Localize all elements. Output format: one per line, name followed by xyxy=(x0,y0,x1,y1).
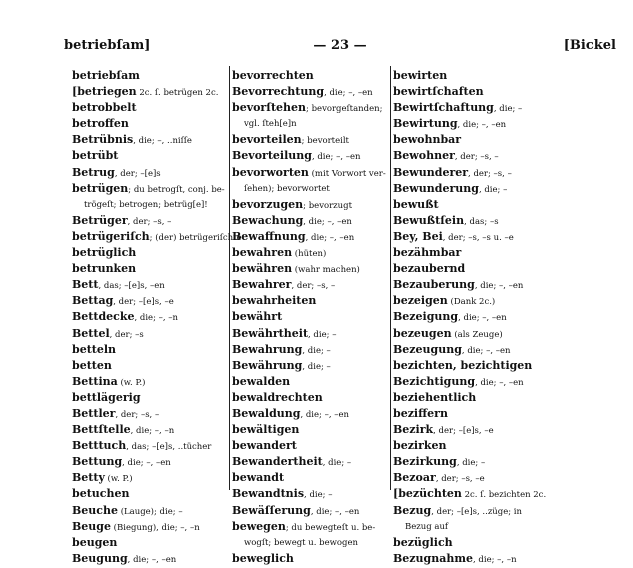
dictionary-entry xyxy=(393,100,563,116)
entry-headword: Bewohner xyxy=(393,149,455,163)
entry-continuation: Bezug auf xyxy=(405,521,449,532)
dictionary-entry xyxy=(232,519,390,535)
dictionary-entry xyxy=(72,116,230,132)
dictionary-entry xyxy=(393,116,563,132)
entry-grammar: , der; –[e]s xyxy=(114,168,161,179)
entry-headword: Bezugnahme xyxy=(393,551,473,565)
entry-headword: beziehentlich xyxy=(393,390,477,404)
dictionary-entry xyxy=(393,438,563,454)
dictionary-entry xyxy=(393,197,563,213)
entry-headword: bezüglich xyxy=(393,535,453,549)
entry-headword: Bewachung xyxy=(232,213,304,227)
entry-headword: Betrüger xyxy=(72,213,128,227)
dictionary-column-3 xyxy=(393,68,563,567)
dictionary-entry xyxy=(232,486,390,502)
entry-headword: bezeigen xyxy=(393,294,448,308)
entry-headword: betteln xyxy=(72,342,117,356)
dictionary-entry xyxy=(232,422,390,438)
dictionary-entry xyxy=(232,229,390,245)
entry-headword: bewirtſchaften xyxy=(393,85,484,99)
entry-grammar: , die; –, –n xyxy=(473,554,517,565)
entry-grammar: , die; – xyxy=(456,458,486,469)
entry-headword: Bewahrung xyxy=(232,342,303,356)
entry-headword: Bewährung xyxy=(232,358,303,372)
dictionary-entry xyxy=(72,503,230,519)
entry-headword: beziffern xyxy=(393,406,448,420)
dictionary-entry xyxy=(393,213,563,229)
entry-headword: bezaubernd xyxy=(393,262,466,276)
entry-grammar: , die; –, –en xyxy=(474,281,524,292)
entry-headword: Bezoar xyxy=(393,471,436,485)
entry-headword: Beugung xyxy=(72,551,128,565)
entry-headword: Bett xyxy=(72,278,99,292)
entry-headword: bevorteilen xyxy=(232,133,302,147)
dictionary-entry xyxy=(232,390,390,406)
entry-grammar: (w. P.) xyxy=(117,377,146,388)
dictionary-entry xyxy=(72,245,230,261)
entry-headword: Bettler xyxy=(72,406,116,420)
dictionary-entry xyxy=(72,213,230,229)
entry-headword: bewalden xyxy=(232,374,291,388)
entry-grammar: , der; –s, –s u. –e xyxy=(442,232,514,243)
entry-headword: bewandert xyxy=(232,439,297,453)
entry-headword: bewegen xyxy=(232,519,286,533)
entry-headword: bewältigen xyxy=(232,423,300,437)
entry-headword: Bewunderung xyxy=(393,181,479,195)
dictionary-entry xyxy=(232,374,390,390)
dictionary-entry xyxy=(393,84,563,100)
page-header xyxy=(64,38,616,56)
entry-grammar: ; bevorzugt xyxy=(303,200,352,211)
entry-headword: Bewunderer xyxy=(393,165,469,179)
dictionary-entry xyxy=(72,406,230,422)
entry-headword: betrüglich xyxy=(72,246,137,260)
dictionary-entry xyxy=(72,293,230,309)
dictionary-entry xyxy=(232,148,390,164)
entry-headword: bettlägerig xyxy=(72,390,141,404)
dictionary-entry xyxy=(72,374,230,390)
entry-grammar: ; du betrogſt, conj. be- xyxy=(128,184,225,195)
entry-grammar: , die; –, –en xyxy=(300,409,350,420)
dictionary-entry xyxy=(232,503,390,519)
dictionary-entry xyxy=(72,229,242,245)
entry-grammar: , die; –, –en xyxy=(305,232,355,243)
entry-headword: bewirten xyxy=(393,69,448,82)
entry-grammar: , der; –s, – xyxy=(454,152,499,163)
dictionary-entry xyxy=(393,245,563,261)
dictionary-entry xyxy=(72,358,230,374)
dictionary-entry xyxy=(232,454,390,470)
entry-headword: Bezeigung xyxy=(393,310,459,324)
entry-headword: Bewährtheit xyxy=(232,326,309,340)
entry-headword: Bey, Bei xyxy=(393,229,443,243)
entry-headword: Betrug xyxy=(72,165,115,179)
entry-grammar: , der; –s, – xyxy=(127,216,172,227)
dictionary-entry xyxy=(72,519,230,535)
dictionary-entry xyxy=(232,261,390,277)
entry-grammar: , die; –, –en xyxy=(310,506,360,517)
dictionary-entry xyxy=(72,326,230,342)
dictionary-entry xyxy=(393,309,563,325)
entry-headword: [betriegen xyxy=(72,85,137,99)
entry-headword: [bezüchten xyxy=(393,487,462,501)
entry-grammar: , die; –, ..niſſe xyxy=(133,136,192,147)
dictionary-entry xyxy=(232,438,390,454)
page-number: — 23 — xyxy=(313,38,367,53)
entry-headword: bevorworten xyxy=(232,165,309,179)
dictionary-entry xyxy=(72,422,230,438)
entry-grammar: ; du bewegteſt u. be- xyxy=(285,522,376,533)
entry-headword: bevorrechten xyxy=(232,69,314,82)
entry-grammar: , die; – xyxy=(308,329,337,340)
dictionary-entry xyxy=(72,132,230,148)
dictionary-entry xyxy=(232,326,390,342)
entry-grammar: , die; –, –en xyxy=(458,313,507,324)
entry-grammar: , die; – xyxy=(493,104,523,115)
dictionary-entry xyxy=(72,261,230,277)
dictionary-entry xyxy=(393,293,563,309)
entry-headword: Bewandtnis xyxy=(232,487,305,501)
entry-continuation: trögeſt; betrogen; betrüg[e]! xyxy=(84,199,208,210)
entry-headword: Bettung xyxy=(72,455,123,469)
entry-headword: bewährt xyxy=(232,310,283,324)
entry-grammar: ; bevorteilt xyxy=(301,136,349,147)
header-next-word: [Bickel xyxy=(563,38,616,53)
dictionary-entry xyxy=(72,486,230,502)
dictionary-entry xyxy=(393,181,563,197)
dictionary-entry xyxy=(72,535,230,551)
entry-grammar: , die; – xyxy=(304,490,333,501)
header-first-word: betriebſam] xyxy=(64,38,151,53)
entry-grammar: 2c. ſ. bezichten 2c. xyxy=(461,490,547,501)
entry-headword: Betrübnis xyxy=(72,133,134,147)
dictionary-entry xyxy=(393,68,563,84)
entry-grammar: , die; –, –en xyxy=(122,458,171,469)
dictionary-entry xyxy=(393,342,563,358)
entry-grammar: , der; –[e]s, ..züge; in xyxy=(431,506,523,517)
entry-grammar: , der; –s, –e xyxy=(435,474,485,485)
dictionary-entry xyxy=(232,132,390,148)
entry-grammar: , die; – xyxy=(478,184,508,195)
dictionary-entry xyxy=(72,148,230,164)
entry-headword: Bewirtſchaftung xyxy=(393,101,494,115)
dictionary-entry xyxy=(393,132,563,148)
dictionary-entry xyxy=(393,326,563,342)
entry-headword: bezähmbar xyxy=(393,246,462,260)
entry-continuation: vgl. ſteh[e]n xyxy=(244,119,297,130)
entry-headword: Bezauberung xyxy=(393,278,475,292)
dictionary-entry xyxy=(232,551,390,567)
entry-headword: Bettag xyxy=(72,294,114,308)
entry-grammar: , das; –[e]s, –en xyxy=(98,281,165,292)
entry-headword: bezichten, bezichtigen xyxy=(393,358,533,372)
entry-grammar: , die; –, –n xyxy=(134,313,179,324)
entry-headword: bewaldrechten xyxy=(232,390,323,404)
dictionary-entry xyxy=(393,148,563,164)
dictionary-entry xyxy=(232,342,390,358)
entry-grammar: ; (der) betrügeriſchte xyxy=(149,232,242,243)
entry-grammar: , die; – xyxy=(302,345,331,356)
entry-headword: Bettſtelle xyxy=(72,423,131,437)
dictionary-entry xyxy=(72,438,230,454)
entry-grammar: , die; – xyxy=(302,361,331,372)
dictionary-entry xyxy=(232,68,390,84)
dictionary-entry xyxy=(72,84,230,100)
dictionary-entry xyxy=(393,454,563,470)
entry-grammar: ; bevorgeſtanden; xyxy=(306,104,383,115)
column-divider xyxy=(390,66,391,490)
dictionary-entry xyxy=(393,390,563,406)
dictionary-entry xyxy=(72,342,230,358)
entry-headword: bezirken xyxy=(393,439,447,453)
dictionary-entry xyxy=(393,165,563,181)
entry-grammar: , der; –s, – xyxy=(468,168,512,179)
dictionary-entry xyxy=(232,358,390,374)
dictionary-entry xyxy=(232,165,390,181)
entry-headword: Beuge xyxy=(72,519,111,533)
entry-grammar: 2c. ſ. betrügen 2c. xyxy=(136,88,219,99)
entry-grammar: (hüten) xyxy=(292,249,327,260)
entry-headword: Bezichtigung xyxy=(393,374,476,388)
dictionary-entry xyxy=(393,229,563,245)
entry-headword: bewahrheiten xyxy=(232,294,317,308)
entry-headword: betrobbelt xyxy=(72,101,137,115)
entry-headword: Bettel xyxy=(72,326,110,340)
entry-headword: betrügeriſch xyxy=(72,229,150,243)
dictionary-entry xyxy=(393,277,563,293)
entry-headword: betten xyxy=(72,358,112,372)
entry-grammar: , der; –s, – xyxy=(291,281,336,292)
entry-headword: Bewirtung xyxy=(393,117,458,131)
entry-headword: bevorſtehen xyxy=(232,101,307,115)
entry-grammar: , die; –, –en xyxy=(303,216,352,227)
entry-grammar: , die; –, –en xyxy=(127,554,177,565)
dictionary-entry xyxy=(72,551,230,567)
entry-headword: betroffen xyxy=(72,117,129,131)
entry-grammar: (mit Vorwort ver- xyxy=(308,168,386,179)
entry-headword: bewußt xyxy=(393,197,439,211)
entry-grammar: (wahr machen) xyxy=(292,265,360,276)
dictionary-entry xyxy=(72,181,230,197)
entry-headword: Bewäſſerung xyxy=(232,503,311,517)
entry-grammar: , die; – xyxy=(322,458,352,469)
entry-headword: Bezirk xyxy=(393,423,434,437)
entry-headword: Betttuch xyxy=(72,439,127,453)
entry-headword: Bewandertheit xyxy=(232,455,323,469)
dictionary-entry xyxy=(393,551,563,567)
entry-headword: betuchen xyxy=(72,487,130,501)
dictionary-entry xyxy=(232,100,390,116)
dictionary-entry xyxy=(232,84,390,100)
entry-headword: bewahren xyxy=(232,246,293,260)
entry-headword: Bettina xyxy=(72,374,118,388)
entry-grammar: (w. P.) xyxy=(104,474,133,485)
entry-grammar: (als Zeuge) xyxy=(451,329,503,340)
entry-headword: beugen xyxy=(72,535,118,549)
entry-headword: bevorzugen xyxy=(232,197,304,211)
dictionary-entry xyxy=(393,261,563,277)
entry-headword: betriebſam xyxy=(72,69,140,82)
entry-headword: betrunken xyxy=(72,262,137,276)
entry-grammar: , die; –, –en xyxy=(324,88,373,99)
dictionary-entry xyxy=(72,68,230,84)
entry-grammar: , die; –, –en xyxy=(475,377,524,388)
dictionary-entry xyxy=(232,406,390,422)
dictionary-entry xyxy=(72,390,230,406)
dictionary-entry xyxy=(72,100,230,116)
entry-headword: Bevorteilung xyxy=(232,149,312,163)
entry-grammar: , die; –, –en xyxy=(461,345,511,356)
dictionary-entry xyxy=(72,470,230,486)
entry-continuation: ſehen); bevorwortet xyxy=(244,183,330,194)
entry-grammar: , die; –, –en xyxy=(457,120,507,131)
entry-headword: Bewaldung xyxy=(232,406,301,420)
entry-headword: beweglich xyxy=(232,551,294,565)
dictionary-entry xyxy=(393,470,563,486)
entry-grammar: , der; –[e]s, –e xyxy=(433,426,494,437)
entry-headword: bezeugen xyxy=(393,326,452,340)
dictionary-entry xyxy=(393,374,563,390)
entry-headword: Bezeugung xyxy=(393,342,462,356)
dictionary-entry xyxy=(232,293,390,309)
entry-headword: Bettdecke xyxy=(72,310,135,324)
entry-headword: Bewaffnung xyxy=(232,229,306,243)
entry-grammar: (Lauge); die; – xyxy=(118,506,183,517)
entry-headword: bewandt xyxy=(232,471,285,485)
entry-headword: Bezirkung xyxy=(393,455,457,469)
entry-grammar: (Dank 2c.) xyxy=(447,297,496,308)
entry-headword: betrübt xyxy=(72,149,119,163)
dictionary-entry xyxy=(72,165,230,181)
dictionary-entry xyxy=(393,535,563,551)
entry-grammar: , der; –s, – xyxy=(115,409,160,420)
dictionary-entry xyxy=(393,503,563,519)
dictionary-entry xyxy=(232,197,390,213)
dictionary-column-1 xyxy=(72,68,242,567)
entry-headword: Bezug xyxy=(393,503,432,517)
dictionary-entry xyxy=(232,309,390,325)
entry-headword: Beuche xyxy=(72,503,118,517)
dictionary-entry xyxy=(232,277,390,293)
dictionary-entry xyxy=(393,358,563,374)
entry-grammar: , der; –[e]s, –e xyxy=(113,297,174,308)
dictionary-entry xyxy=(393,486,563,502)
entry-headword: Bevorrechtung xyxy=(232,85,325,99)
dictionary-entry xyxy=(232,470,390,486)
dictionary-entry xyxy=(232,245,390,261)
entry-headword: Betty xyxy=(72,471,105,485)
entry-grammar: , die; –, –n xyxy=(130,426,175,437)
dictionary-entry xyxy=(393,406,563,422)
entry-headword: Bewußtſein xyxy=(393,213,465,227)
entry-grammar: (Biegung), die; –, –n xyxy=(110,522,200,533)
entry-continuation: wogſt; bewegt u. bewogen xyxy=(244,537,358,548)
entry-grammar: , die; –, –en xyxy=(311,152,361,163)
entry-headword: Bewahrer xyxy=(232,278,292,292)
dictionary-entry xyxy=(393,422,563,438)
entry-grammar: , der; –s xyxy=(109,329,144,340)
dictionary-entry xyxy=(72,277,230,293)
entry-headword: bewähren xyxy=(232,262,293,276)
entry-grammar: , das; –[e]s, ..tücher xyxy=(126,442,212,453)
entry-grammar: , das; –s xyxy=(464,216,499,227)
dictionary-entry xyxy=(72,309,230,325)
dictionary-entry xyxy=(232,213,390,229)
entry-headword: betrügen xyxy=(72,181,129,195)
entry-headword: bewohnbar xyxy=(393,133,462,147)
dictionary-entry xyxy=(72,454,230,470)
dictionary-column-2 xyxy=(232,68,390,567)
